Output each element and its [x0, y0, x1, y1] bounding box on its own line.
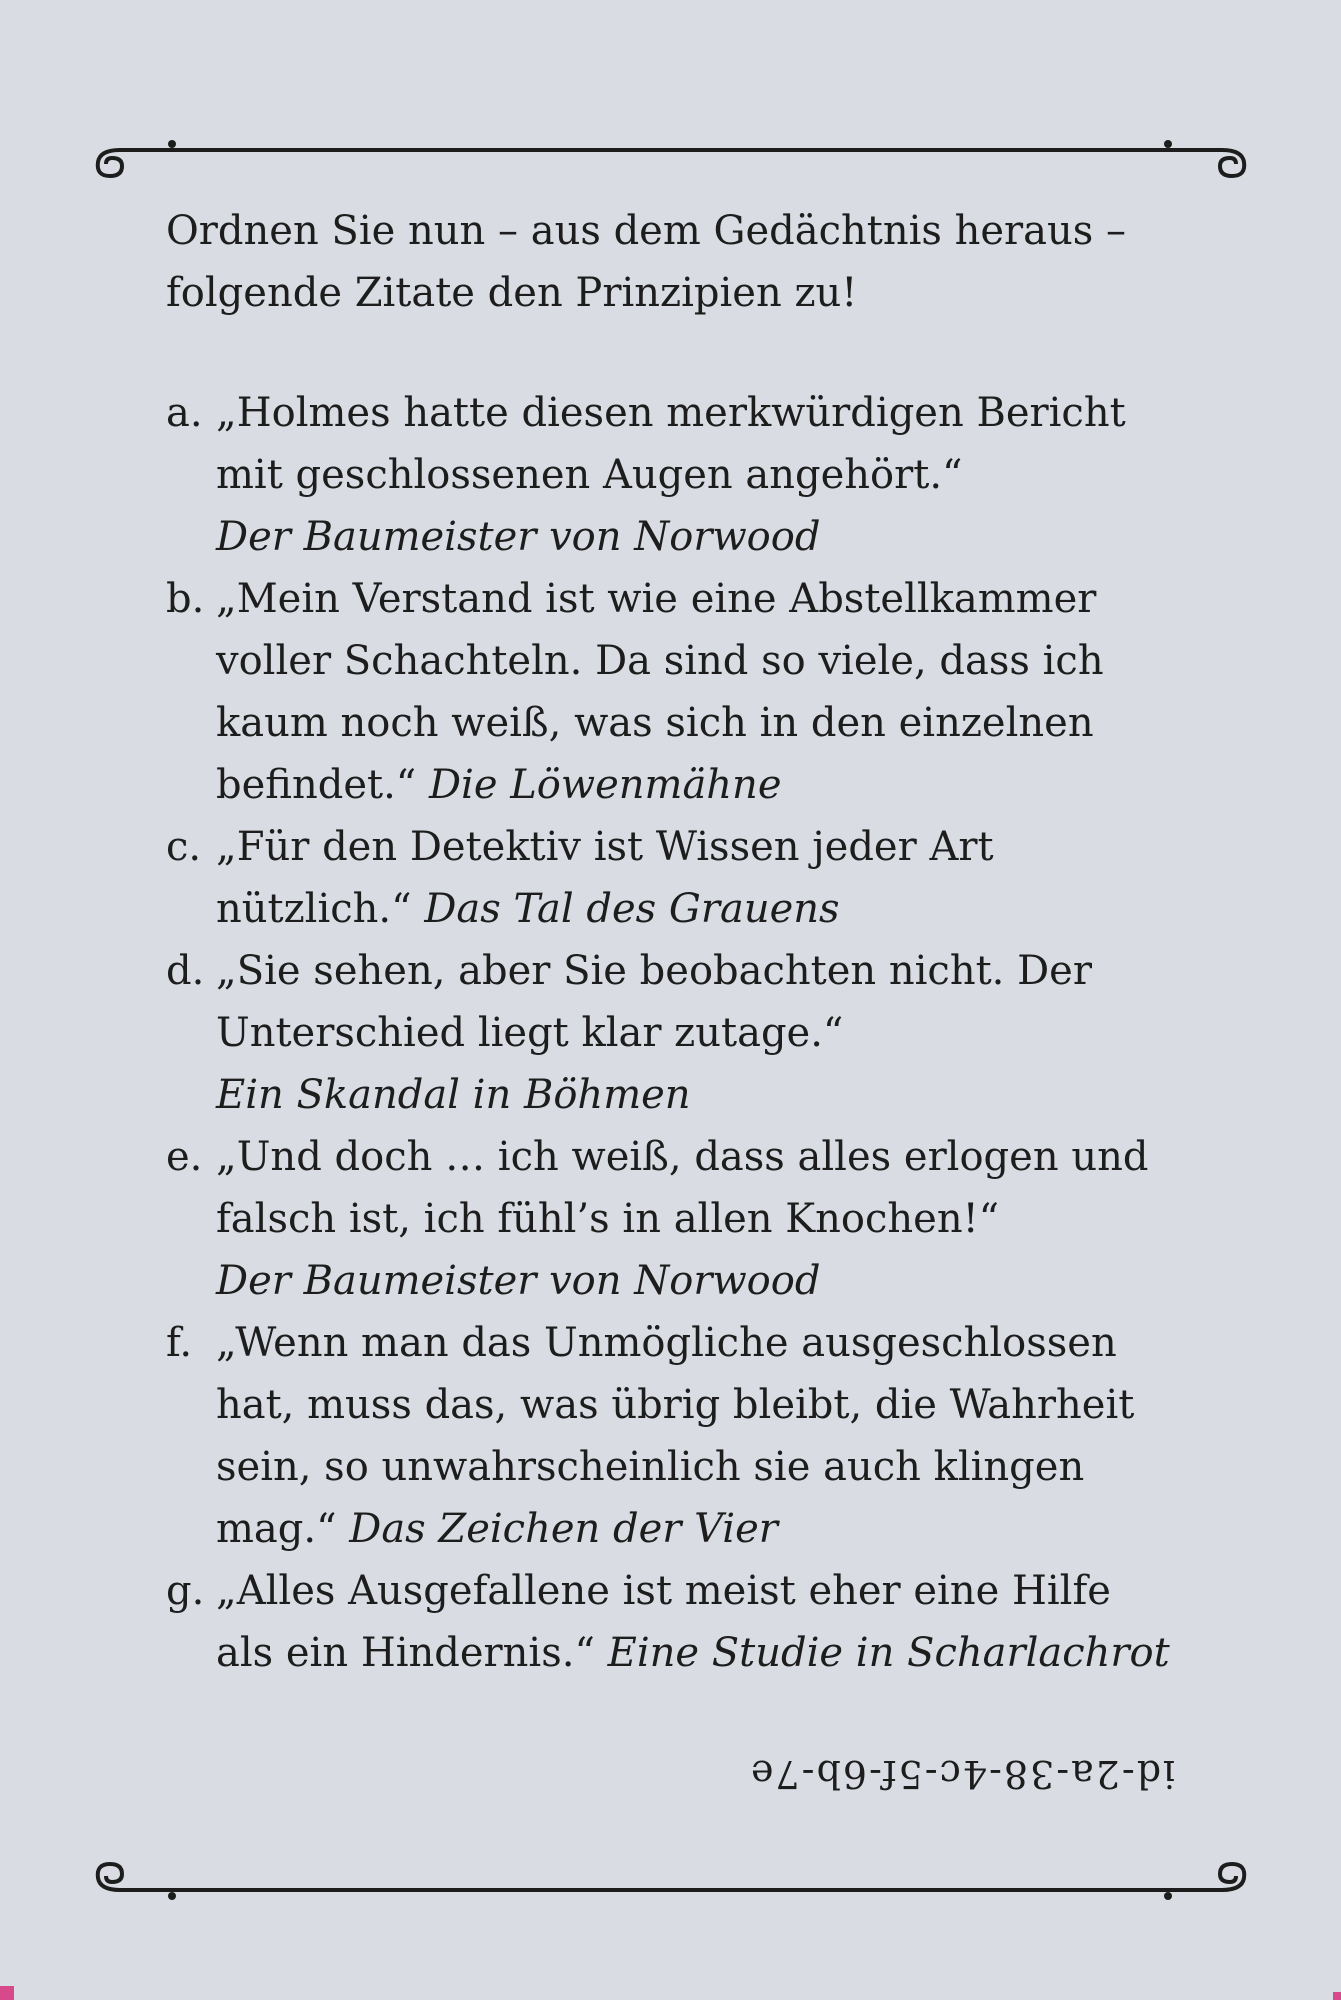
instruction: [166, 200, 1176, 324]
quote-text: „Mein Verstand ist wie eine Abstellkammer voller Schachteln. Da sind so viele, dass ich kaum noch weiß, was sich in den einzelnen befindet.“: [216, 576, 1104, 808]
quote-letter: a.: [166, 390, 203, 436]
quote-source: Das Tal des Grauens: [424, 886, 840, 932]
quote-letter: g.: [166, 1568, 205, 1614]
quote-item-f: [166, 1312, 1176, 1560]
quote-text: „Alles Ausgefallene ist meist eher eine Hilfe als ein Hindernis.“: [216, 1568, 1111, 1676]
ornament-border-top: [0, 110, 1341, 190]
quote-letter: f.: [166, 1320, 193, 1366]
quote-text: „Für den Detektiv ist Wissen jeder Art nützlich.“: [216, 824, 994, 932]
ornament-border-bottom: [0, 1838, 1341, 1918]
edge-mark-left: [0, 1986, 14, 2000]
quote-source: Ein Skandal in Böhmen: [216, 1072, 691, 1118]
quote-letter: e.: [166, 1134, 203, 1180]
quote-source: Der Baumeister von Norwood: [216, 1258, 821, 1304]
instruction-line-1: Ordnen Sie nun – aus dem Gedächtnis heraus –: [166, 208, 1127, 254]
quote-source: Der Baumeister von Norwood: [216, 514, 821, 560]
quote-item-b: [166, 568, 1176, 816]
quote-item-g: [166, 1560, 1176, 1684]
quote-item-a: [166, 382, 1176, 568]
card-content: [166, 200, 1176, 1684]
quote-source: Die Löwenmähne: [428, 762, 782, 808]
quote-text: „Holmes hatte diesen merkwürdigen Bericht mit geschlossenen Augen angehört.“: [216, 390, 1126, 498]
quote-source: Das Zeichen der Vier: [349, 1506, 778, 1552]
quote-list: [166, 382, 1176, 1684]
card-code: id-2a-38-4c-5f-6b-7e: [748, 1752, 1175, 1796]
quote-letter: c.: [166, 824, 202, 870]
quote-text: „Sie sehen, aber Sie beobachten nicht. Der Unterschied liegt klar zutage.“: [216, 948, 1092, 1056]
quote-item-c: [166, 816, 1176, 940]
quote-item-d: [166, 940, 1176, 1126]
quote-text: „Und doch … ich weiß, dass alles erlogen und falsch ist, ich fühl’s in allen Knochen!“: [216, 1134, 1149, 1242]
instruction-line-2: folgende Zitate den Prinzipien zu!: [166, 270, 858, 316]
quote-letter: d.: [166, 948, 205, 994]
edge-mark-right: [1333, 1992, 1341, 2000]
quote-letter: b.: [166, 576, 205, 622]
quote-item-e: [166, 1126, 1176, 1312]
quote-source: Eine Studie in Scharlachrot: [607, 1630, 1170, 1676]
quote-text: „Wenn man das Unmögliche ausgeschlossen hat, muss das, was übrig bleibt, die Wahrheit sein, so unwahrscheinlich sie auch klingen mag.“: [216, 1320, 1135, 1552]
